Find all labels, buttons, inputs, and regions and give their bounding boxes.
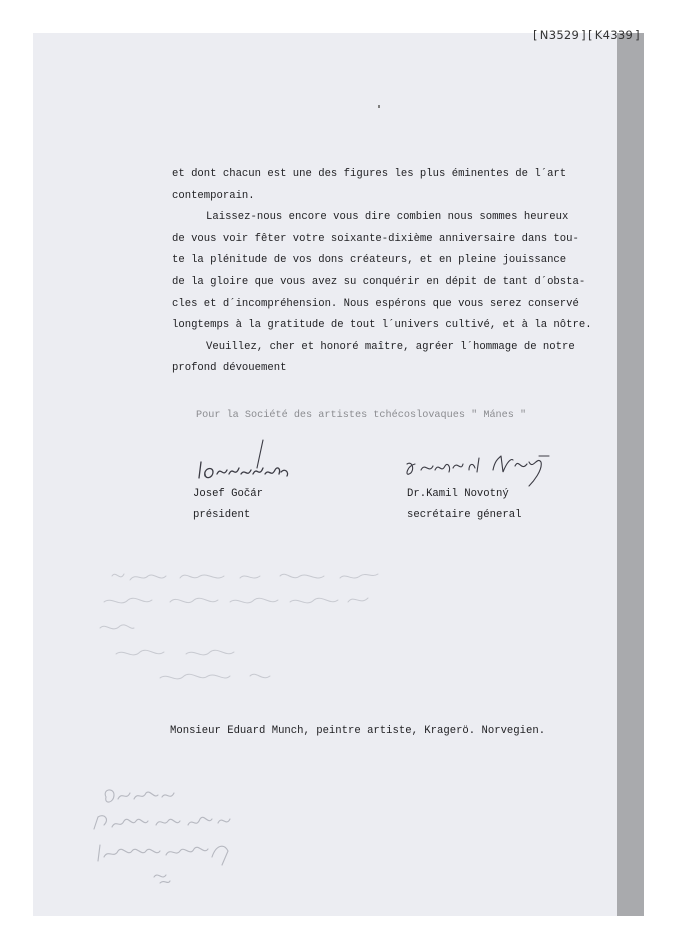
letter-body xyxy=(172,164,612,380)
body-line: longtemps à la gratitude de tout l´univers cultivé, et à la nôtre. xyxy=(172,319,592,332)
body-line: cles et d´incompréhension. Nous espérons que vous serez conservé xyxy=(172,297,579,310)
body-line: te la plénitude de vos dons créateurs, et en pleine jouissance xyxy=(172,254,567,267)
society-line: Pour la Société des artistes tchécoslovaques " Mánes " xyxy=(196,410,527,421)
faint-pencil-annotation xyxy=(84,785,254,895)
scan-edge-shadow xyxy=(617,33,644,916)
body-line: profond dévouement xyxy=(172,362,287,375)
body-line: de la gloire que vous avez su conquérir en dépit de tant d´obsta- xyxy=(172,275,586,288)
signature-gocar xyxy=(193,438,303,486)
archive-mark-bracket-open: [ xyxy=(587,28,593,42)
archive-reference xyxy=(532,28,658,48)
body-line: Veuillez, cher et honoré maître, agréer l´hommage de notre xyxy=(206,340,575,353)
signatory-left-name: Josef Gočár xyxy=(193,488,263,500)
body-line: de vous voir fêter votre soixante-dixième anniversaire dans tou- xyxy=(172,232,579,245)
signatory-right-name: Dr.Kamil Novotný xyxy=(407,488,509,500)
signatory-right-title: secrétaire géneral xyxy=(407,509,522,521)
addressee-line: Monsieur Eduard Munch, peintre artiste, Kragerö. Norvegien. xyxy=(170,725,546,737)
signature-novotny xyxy=(403,442,563,492)
faint-pencil-note xyxy=(90,568,390,698)
archive-mark-bracket-close: ] xyxy=(635,28,640,42)
archive-mark-2: K4339 xyxy=(594,28,634,42)
archive-mark-bracket-close: ] xyxy=(581,28,586,42)
archive-mark-1: N3529 xyxy=(539,28,580,42)
body-line: et dont chacun est une des figures les plus éminentes de l´art xyxy=(172,168,567,180)
body-line: Laissez-nous encore vous dire combien nous sommes heureux xyxy=(206,211,569,224)
signatory-left-title: président xyxy=(193,509,251,521)
body-line: contemporain. xyxy=(172,189,255,202)
archive-mark-bracket-open: [ xyxy=(533,28,538,42)
paper-speck xyxy=(378,105,380,108)
